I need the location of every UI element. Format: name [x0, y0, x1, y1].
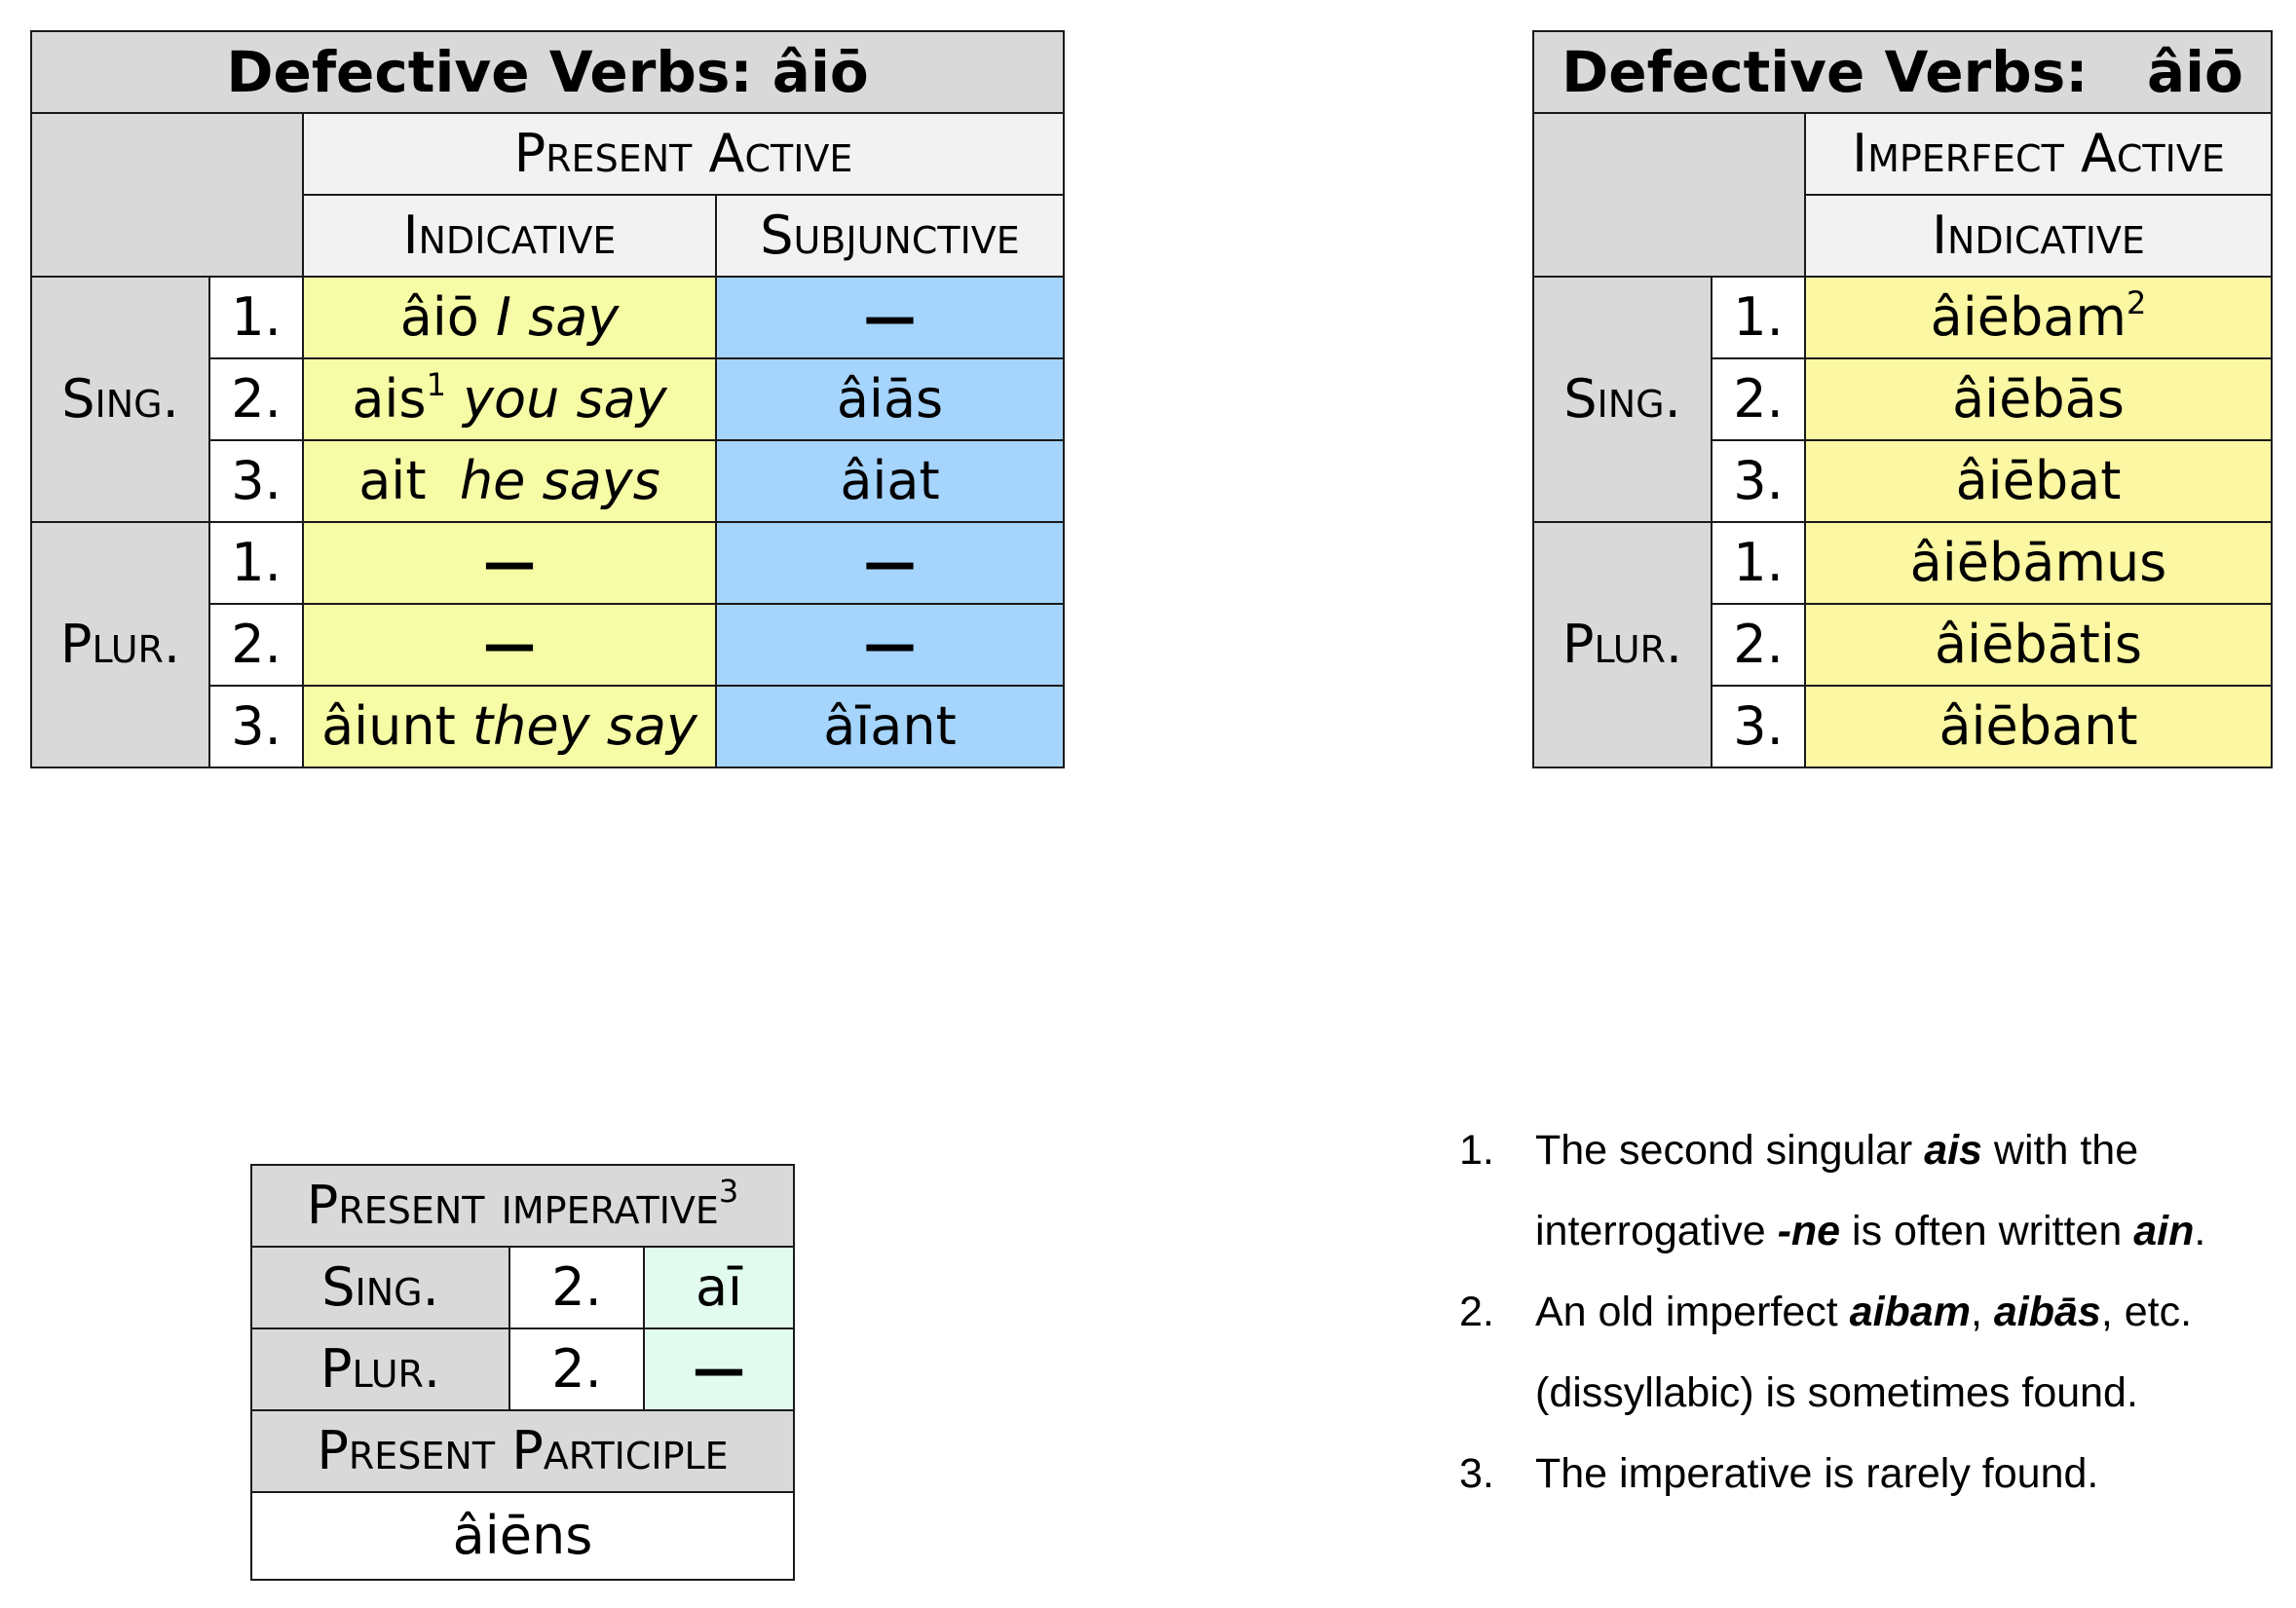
- imperative-form-cell: —: [644, 1328, 794, 1410]
- table-title: Defective Verbs: âiō: [31, 31, 1064, 113]
- imperfect-active-table: [1532, 30, 2273, 768]
- indicative-form-cell: —: [303, 604, 716, 686]
- latin-term: ais: [1924, 1127, 1982, 1174]
- number-label-singular: Sing.: [31, 277, 209, 522]
- number-label-plural: Plur.: [1533, 522, 1712, 767]
- imperative-header: [251, 1165, 794, 1247]
- footnote-item: [1459, 1110, 2258, 1272]
- footnote-item: [1459, 1434, 2258, 1515]
- latin-term: ain: [2133, 1208, 2195, 1254]
- subjunctive-form-cell: —: [716, 522, 1064, 604]
- footnote-number: 3.: [1459, 1450, 1494, 1497]
- footnote-marker: 2: [2126, 284, 2147, 321]
- english-gloss: you say: [463, 368, 667, 430]
- footnote-text: , etc. (dissyllabic) is sometimes found.: [1535, 1289, 2193, 1416]
- indicative-form-cell: âiēbant: [1805, 686, 2272, 767]
- indicative-form-cell: âiēbat: [1805, 440, 2272, 522]
- table-title: Defective Verbs: âiō: [1533, 31, 2272, 113]
- verb-form: âiunt: [321, 695, 456, 757]
- footnote-marker: 3: [718, 1173, 739, 1210]
- person-cell: 3.: [209, 686, 303, 767]
- person-cell: 2.: [509, 1328, 644, 1410]
- person-cell: 1.: [209, 277, 303, 358]
- indicative-form-cell: [303, 277, 716, 358]
- person-cell: 3.: [1712, 440, 1805, 522]
- person-cell: 3.: [1712, 686, 1805, 767]
- footnote-text: .: [2194, 1208, 2206, 1254]
- person-cell: 2.: [1712, 358, 1805, 440]
- footnotes-list: [1459, 1110, 2258, 1515]
- indicative-form-cell: âiēbāmus: [1805, 522, 2272, 604]
- mood-header-indicative: Indicative: [1805, 195, 2272, 277]
- latin-term: -ne: [1777, 1208, 1841, 1254]
- footnote-text: An old imperfect: [1535, 1289, 1850, 1335]
- number-label-singular: Sing.: [251, 1247, 509, 1328]
- tense-header: Imperfect Active: [1805, 113, 2272, 195]
- indicative-form-cell: [303, 358, 716, 440]
- verb-form: âiēbam: [1930, 286, 2127, 348]
- empty-corner-cell: [1533, 113, 1805, 277]
- imperative-participle-table: [250, 1164, 795, 1581]
- person-cell: 1.: [1712, 277, 1805, 358]
- person-cell: 1.: [1712, 522, 1805, 604]
- footnote-text: The second singular: [1535, 1127, 1925, 1174]
- footnote-text: The imperative is rarely found.: [1535, 1450, 2099, 1497]
- participle-form-cell: âiēns: [251, 1492, 794, 1580]
- number-label-plural: Plur.: [31, 522, 209, 767]
- footnote-text: ,: [1970, 1289, 1994, 1335]
- person-cell: 1.: [209, 522, 303, 604]
- person-cell: 2.: [209, 358, 303, 440]
- footnote-marker: 1: [426, 366, 446, 403]
- subjunctive-form-cell: —: [716, 277, 1064, 358]
- imperative-form-cell: aī: [644, 1247, 794, 1328]
- indicative-form-cell: [303, 440, 716, 522]
- subjunctive-form-cell: —: [716, 604, 1064, 686]
- mood-header-subjunctive: Subjunctive: [716, 195, 1064, 277]
- subjunctive-form-cell: âiās: [716, 358, 1064, 440]
- footnote-number: 2.: [1459, 1289, 1494, 1335]
- latin-term: aibās: [1993, 1289, 2101, 1335]
- indicative-form-cell: [303, 686, 716, 767]
- number-label-singular: Sing.: [1533, 277, 1712, 522]
- person-cell: 2.: [209, 604, 303, 686]
- footnote-text: is often written: [1840, 1208, 2134, 1254]
- verb-form: ait: [358, 450, 427, 511]
- indicative-form-cell: [1805, 277, 2272, 358]
- indicative-form-cell: —: [303, 522, 716, 604]
- footnote-item: [1459, 1272, 2258, 1434]
- empty-corner-cell: [31, 113, 303, 277]
- mood-header-indicative: Indicative: [303, 195, 716, 277]
- indicative-form-cell: âiēbātis: [1805, 604, 2272, 686]
- imperative-header-label: Present imperative: [306, 1175, 719, 1236]
- subjunctive-form-cell: âiat: [716, 440, 1064, 522]
- verb-form: âiō: [399, 286, 479, 348]
- english-gloss: I say: [496, 286, 620, 348]
- verb-form: ais: [352, 368, 427, 430]
- subjunctive-form-cell: âīant: [716, 686, 1064, 767]
- participle-header: Present Participle: [251, 1410, 794, 1492]
- latin-term: aibam: [1849, 1289, 1971, 1335]
- footnote-text: with the interrogative: [1535, 1127, 2139, 1254]
- english-gloss: they say: [471, 695, 697, 757]
- number-label-plural: Plur.: [251, 1328, 509, 1410]
- person-cell: 3.: [209, 440, 303, 522]
- footnote-number: 1.: [1459, 1127, 1494, 1174]
- person-cell: 2.: [1712, 604, 1805, 686]
- present-active-table: [30, 30, 1065, 768]
- person-cell: 2.: [509, 1247, 644, 1328]
- english-gloss: he says: [459, 450, 660, 511]
- tense-header: Present Active: [303, 113, 1064, 195]
- indicative-form-cell: âiēbās: [1805, 358, 2272, 440]
